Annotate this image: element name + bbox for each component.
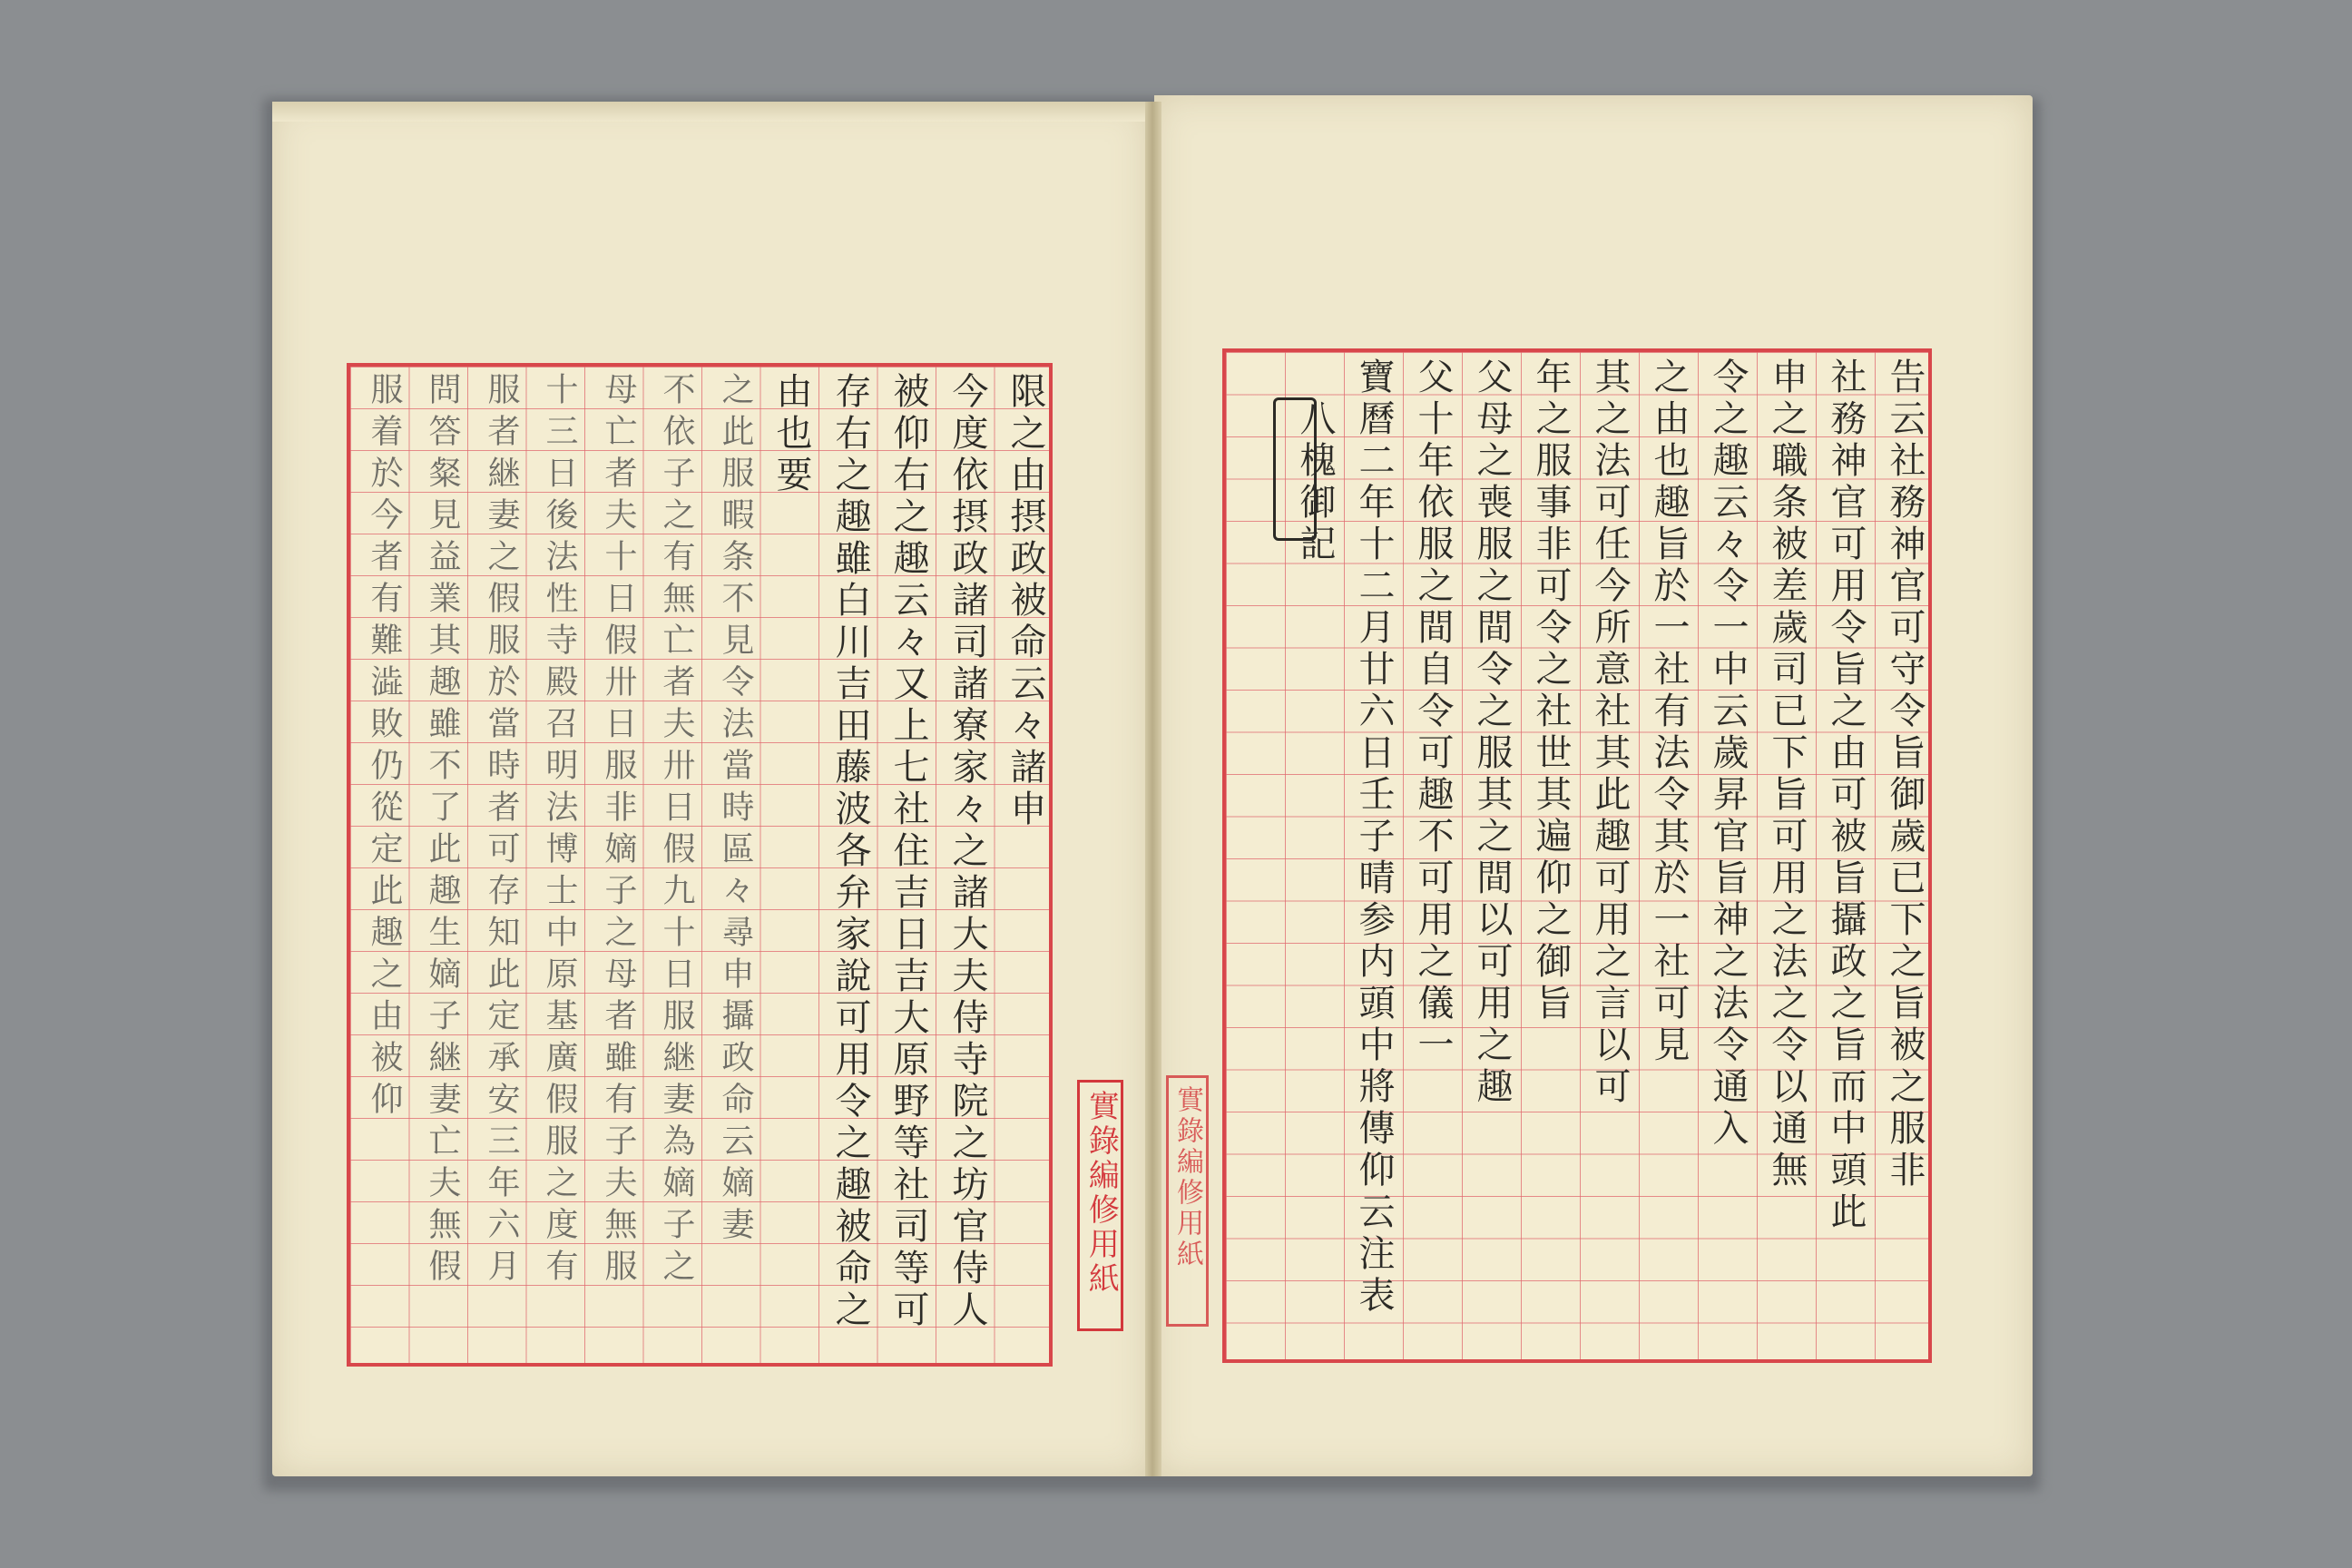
left-column-8: 母亡者夫十日假卅日服非嫡子之母者雖有子夫無服 — [600, 372, 637, 1290]
left-column-12: 服着於今者有難澁敗仍從定此趣之由被仰 — [366, 372, 403, 1123]
left-column-7: 不依子之有無亡者夫卅日假九十日服継妻為嫡子之 — [658, 372, 695, 1290]
left-paper-stamp: 實錄編修用紙 — [1077, 1080, 1123, 1331]
source-bracket — [1273, 397, 1317, 541]
right-manuscript-grid — [1222, 348, 1932, 1363]
left-column-9: 十三日後法性寺殿召明法博士中原基廣假服之度有 — [541, 372, 578, 1290]
right-column-8: 父母之喪服之間令之服其之間以可用之趣 — [1471, 358, 1513, 1109]
right-column-10: 寶曆二年十二月廿六日壬子晴参内頭中將傳仰云注表 — [1353, 358, 1395, 1318]
right-column-6: 其之法可任今所意社其此趣可用之言以可 — [1589, 358, 1631, 1109]
right-column-1: 告云社務神官可守令旨御歲已下之旨被之服非 — [1884, 358, 1926, 1192]
left-column-1: 限之由摂政被命云々諸申 — [1004, 372, 1046, 831]
left-column-10: 服者継妻之假服於當時者可存知此定承安三年六月 — [483, 372, 520, 1290]
left-column-2: 今度依摂政諸司諸寮家々之諸大夫侍寺院之坊官侍人 — [946, 372, 988, 1332]
left-column-6: 之此服暇条不見令法當時區々尋申攝政命云嫡妻 — [717, 372, 754, 1249]
right-column-2: 社務神官可用令旨之由可被旨攝政之旨而中頭此 — [1825, 358, 1867, 1234]
right-column-5: 之由也趣旨於一社有法令其於一社可見 — [1648, 358, 1690, 1067]
right-column-4: 令之趣云々令一中云歲昇官旨神之法令通入 — [1707, 358, 1749, 1151]
left-manuscript-grid — [347, 363, 1053, 1367]
right-paper-stamp: 實錄編修用紙 — [1166, 1075, 1209, 1327]
right-column-11: 八槐御記 — [1294, 399, 1336, 566]
book-gutter — [1145, 102, 1161, 1476]
right-column-3: 申之職条被差歲司已下旨可用之法之令以通無 — [1766, 358, 1808, 1192]
left-column-4: 存右之趣雖白川吉田藤波各弁家說可用令之趣被命之 — [829, 372, 871, 1332]
left-column-5: 由也要 — [770, 372, 812, 497]
right-column-9: 父十年依服之間自令可趣不可用之儀一 — [1412, 358, 1454, 1067]
right-column-7: 年之服事非可令之社世其遍仰之御旨 — [1530, 358, 1572, 1025]
left-column-3: 被仰右之趣云々又上七社住吉日吉大原野等社司等可 — [887, 372, 929, 1332]
left-column-11: 問答粲見益業其趣雖不了此趣生嫡子継妻亡夫無假 — [424, 372, 461, 1290]
